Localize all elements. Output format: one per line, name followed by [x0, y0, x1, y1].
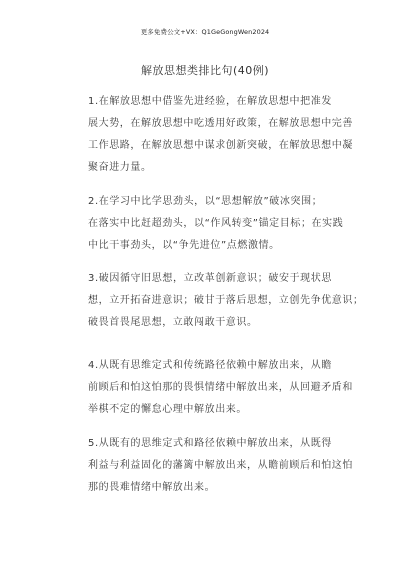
- paragraph-line: 工作思路，在解放思想中谋求创新突破，在解放思想中凝: [88, 140, 353, 151]
- paragraph-line: 那的畏难情绪中解放出来。: [88, 482, 216, 493]
- paragraph-line: 1.在解放思想中借鉴先进经验，在解放思想中把准发: [88, 96, 332, 107]
- paragraph-line: 4.从既有思维定式和传统路径依赖中解放出来，从瞻: [88, 360, 332, 371]
- header-note: 更多免费公文+VX：Q1GeGongWen2024: [140, 28, 270, 36]
- paragraph-3: [88, 268, 364, 334]
- paragraph-2: [88, 191, 344, 257]
- paragraph-1: [88, 91, 353, 179]
- paragraph-line: 在落实中比赶超劲头，以“作风转变”锚定目标；在实践: [88, 218, 344, 229]
- paragraph-line: 2.在学习中比学思劲头，以“思想解放”破冰突围；: [88, 196, 323, 207]
- paragraph-line: 想，立开拓奋进意识；破甘于落后思想，立创先争优意识；: [88, 295, 364, 306]
- paragraph-line: 中比干事劲头，以“争先进位”点燃激情。: [88, 240, 280, 251]
- paragraph-line: 3.破因循守旧思想，立改革创新意识；破安于现状思: [88, 273, 332, 284]
- paragraph-line: 展大势，在解放思想中吃透用好政策，在解放思想中完善: [88, 118, 353, 129]
- paragraph-line: 5.从既有的思维定式和路径依赖中解放出来，从既得: [88, 438, 332, 449]
- paragraph-line: 利益与利益固化的藩篱中解放出来，从瞻前顾后和怕这怕: [88, 460, 353, 471]
- paragraph-line: 破畏首畏尾思想，立敢闯敢干意识。: [88, 317, 258, 328]
- paragraph-line: 前顾后和怕这怕那的畏惧情绪中解放出来，从回避矛盾和: [88, 382, 353, 393]
- paragraph-4: [88, 355, 353, 421]
- document-title: 解放思想类排比句(40例): [140, 64, 270, 77]
- paragraph-line: 聚奋进力量。: [88, 162, 152, 173]
- paragraph-5: [88, 433, 353, 499]
- paragraph-line: 举棋不定的懈怠心理中解放出来。: [88, 404, 247, 415]
